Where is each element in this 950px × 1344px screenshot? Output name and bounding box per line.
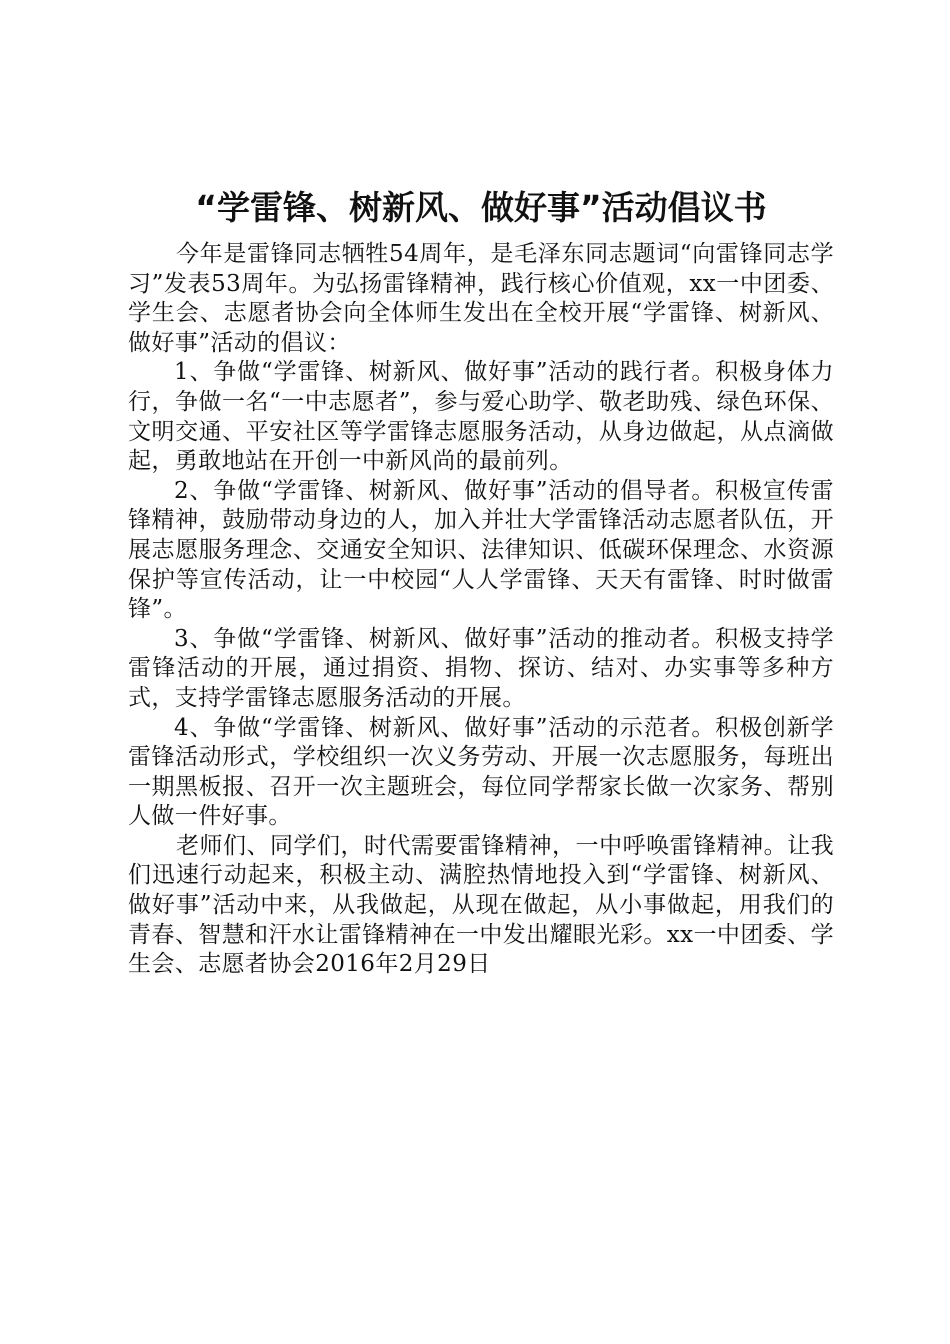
proposal-item-2: 2、争做“学雷锋、树新风、做好事”活动的倡导者。积极宣传雷锋精神，鼓励带动身边的人，加入并壮大学雷锋活动志愿者队伍，开展志愿服务理念、交通安全知识、法律知识、低碳环保理念、水资源保护等宣传活动，让一中校园“人人学雷锋、天天有雷锋、时时做雷锋”。 [128, 477, 834, 623]
document-title: “学雷锋、树新风、做好事”活动倡议书 [195, 188, 767, 227]
proposal-item-1: 1、争做“学雷锋、树新风、做好事”活动的践行者。积极身体力行，争做一名“一中志愿者”，参与爱心助学、敬老助残、绿色环保、文明交通、平安社区等学雷锋志愿服务活动，从身边做起，从点滴做起，勇敢地站在开创一中新风尚的最前列。 [128, 359, 834, 475]
closing-paragraph: 老师们、同学们，时代需要雷锋精神，一中呼唤雷锋精神。让我们迅速行动起来，积极主动、满腔热情地投入到“学雷锋、树新风、做好事”活动中来，从我做起，从现在做起，从小事做起，用我们的青春、智慧和汗水让雷锋精神在一中发出耀眼光彩。xx一中团委、学生会、志愿者协会2016年2月29日 [128, 832, 834, 978]
proposal-item-3: 3、争做“学雷锋、树新风、做好事”活动的推动者。积极支持学雷锋活动的开展，通过捐资、捐物、探访、结对、办实事等多种方式，支持学雷锋志愿服务活动的开展。 [128, 625, 834, 711]
document-page [128, 182, 834, 980]
proposal-item-4: 4、争做“学雷锋、树新风、做好事”活动的示范者。积极创新学雷锋活动形式，学校组织一次义务劳动、开展一次志愿服务，每班出一期黑板报、召开一次主题班会，每位同学帮家长做一次家务、帮别人做一件好事。 [128, 714, 834, 830]
intro-paragraph: 今年是雷锋同志牺牲54周年，是毛泽东同志题词“向雷锋同志学习”发表53周年。为弘扬雷锋精神，践行核心价值观，xx一中团委、学生会、志愿者协会向全体师生发出在全校开展“学雷锋、树新风、做好事”活动的倡议： [128, 241, 834, 356]
